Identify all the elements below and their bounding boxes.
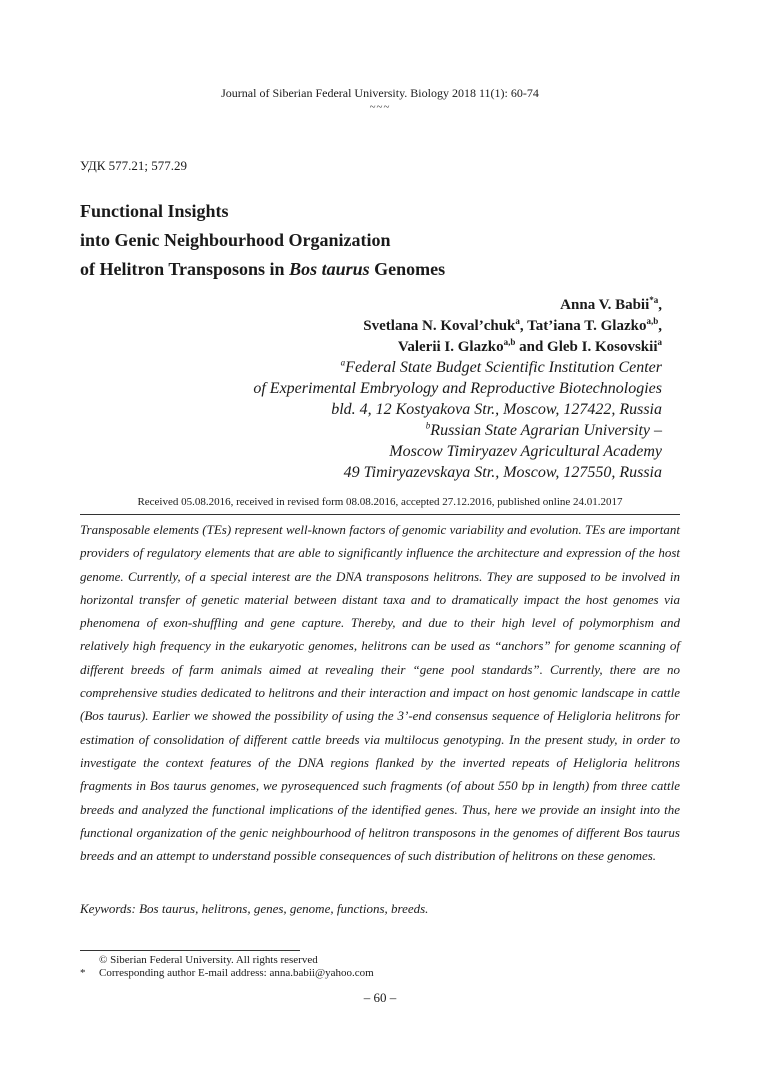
affiliation-a-line-1: $^a$Federal State Budget Scientific Institution Center <box>340 357 662 376</box>
author-list <box>363 295 662 358</box>
title-line-3-start: of Helitron Transposons in <box>80 259 290 279</box>
received-dates: Received 05.08.2016, received in revised form 08.08.2016, accepted 27.12.2016, published online 24.01.2017 <box>137 496 623 508</box>
affiliation-b-line-2: Moscow Timiryazev Agricultural Academy <box>389 443 662 460</box>
affiliation-a-line-2: of Experimental Embryology and Reproductive Biotechnologies <box>253 380 662 397</box>
affiliation-marker: b <box>425 420 431 431</box>
footnote-marker: * <box>80 967 86 979</box>
author-line-1: Anna V. Babii$^{*a}$, <box>560 295 662 313</box>
title-line-3 <box>80 255 445 284</box>
footnote-divider <box>80 950 300 951</box>
journal-header: Journal of Siberian Federal University. Biology 2018 11(1): 60-74 <box>221 86 539 100</box>
author-name: Valerii I. Glazko <box>397 339 504 355</box>
author-name: Anna V. Babii <box>560 297 650 313</box>
author-affil-mark: a,b <box>646 316 659 326</box>
author-affil-mark: a <box>657 337 662 347</box>
paper-title <box>80 197 445 284</box>
affiliations <box>253 357 662 483</box>
affiliation-marker: a <box>340 357 346 368</box>
author-affil-mark: a <box>515 316 520 326</box>
title-line-1: Functional Insights <box>80 201 229 221</box>
author-affil-mark: *a <box>649 295 659 305</box>
title-species: Bos taurus <box>289 259 370 279</box>
corresponding-author: Corresponding author E-mail address: anna.babii@yahoo.com <box>99 967 374 979</box>
author-name: Gleb I. Kosovskii <box>547 339 658 355</box>
udk-code: УДК 577.21; 577.29 <box>80 158 188 173</box>
author-line-3: Valerii I. Glazko$^{a,b}$ and Gleb I. Kosovskii$^a$ <box>397 337 662 355</box>
divider <box>80 514 680 515</box>
title-line-2: into Genic Neighbourhood Organization <box>80 230 391 250</box>
header-separator: ~~~ <box>369 101 391 113</box>
title-line-3-end: Genomes <box>369 259 446 279</box>
page-number: – 60 – <box>363 990 397 1005</box>
author-line-2: Svetlana N. Koval’chuk$^a$, Tat’iana T. Glazko$^{a,b}$, <box>363 316 662 334</box>
affiliation-b-line-1: $^b$Russian State Agrarian University – <box>425 420 662 439</box>
author-affil-mark: a,b <box>503 337 516 347</box>
author-name: Svetlana N. Koval’chuk <box>363 318 516 334</box>
affiliation-b-line-3: 49 Timiryazevskaya Str., Moscow, 127550, Russia <box>343 464 662 481</box>
keywords: Keywords: Bos taurus, helitrons, genes, genome, functions, breeds. <box>80 901 429 916</box>
abstract: Transposable elements (TEs) represent well-known factors of genomic variability and evolution. TEs are important providers of regulatory elements that are able to significantly influence the architecture and expression of the host genome. Currently, of a special interest are the DNA transposons helitrons. They are supposed to be involved in horizontal transfer of genetic material between distant taxa and to dramatically impact the host genomes via phenomena of exon-shuffling and gene capture. Thereby, and due to their high level of polymorphism and relatively high frequency in the eukaryotic genomes, helitrons can be used as “anchors” for genome scanning of different breeds of farm animals aimed at revealing their “gene pool standards”. Currently, there are no comprehensive studies dedicated to helitrons and their interaction and impact on host genomic landscape in cattle (Bos taurus). Earlier we showed the possibility of using the 3’-end consensus sequence of Heligloria helitrons for estimation of consolidation of different cattle breeds via multilocus genotyping. In the present study, in order to investigate the context features of the DNA regions flanked by the inverted repeats of Heligloria helitrons fragments in Bos taurus genomes, we pyrosequenced such fragments (of about 550 bp in length) from three cattle breeds and analyzed the functional implications of the identified genes. Thus, here we provide an insight into the functional organization of the genic neighbourhood of helitron transposons in the genomes of different Bos taurus breeds and an attempt to understand possible consequences of such distribution of helitrons on these genomes. <box>80 522 680 864</box>
copyright-notice: © Siberian Federal University. All rights reserved <box>99 954 318 966</box>
affiliation-a-line-3: bld. 4, 12 Kostyakova Str., Moscow, 127422, Russia <box>331 401 662 418</box>
author-name: Tat’iana T. Glazko <box>527 318 647 334</box>
